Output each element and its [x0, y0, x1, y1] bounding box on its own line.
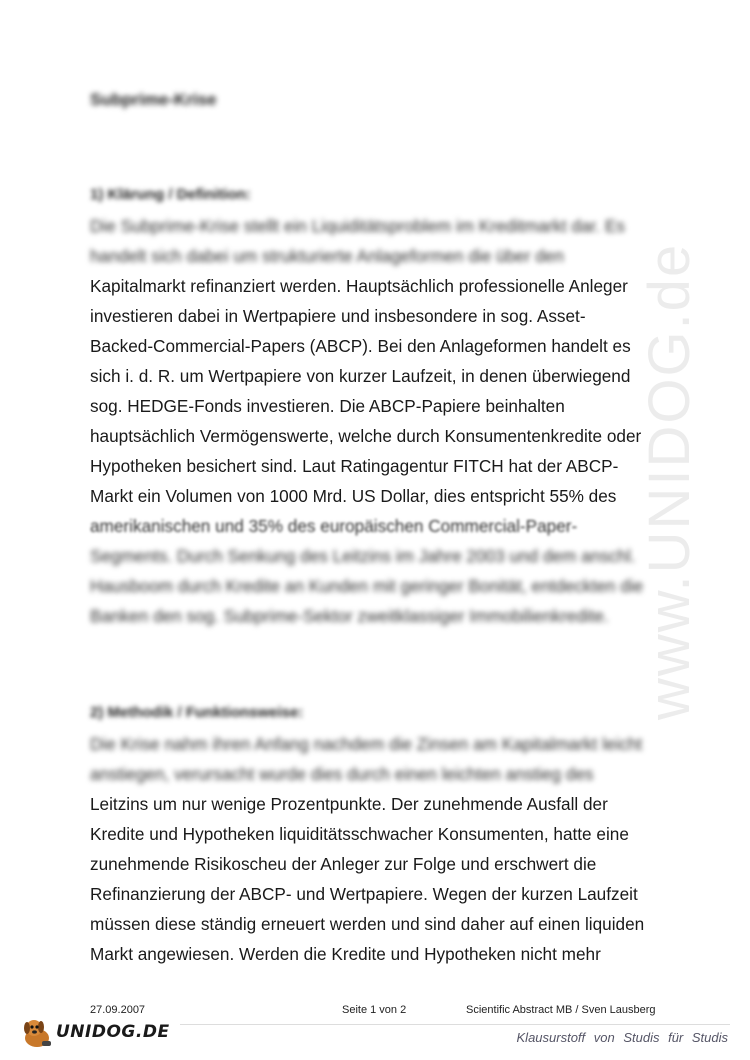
text-line: Die Krise nahm ihren Anfang nachdem die Zinsen am Kapitalmarkt leicht	[90, 734, 643, 754]
text-line: Hypotheken besichert sind. Laut Ratingagentur FITCH hat der ABCP-	[90, 456, 619, 476]
text-line: hauptsächlich Vermögenswerte, welche durch Konsumentenkredite oder	[90, 426, 642, 446]
dog-icon	[20, 1016, 56, 1050]
text-line: müssen diese ständig erneuert werden und sind daher auf einen liquiden	[90, 914, 645, 934]
footer-page: Seite 1 von 2	[342, 1004, 407, 1016]
text-line: Backed-Commercial-Papers (ABCP). Bei den Anlageformen handelt es	[90, 336, 631, 356]
text-line: investieren dabei in Wertpapiere und insbesondere in sog. Asset-	[90, 306, 586, 326]
text-line: Kredite und Hypotheken liquiditätsschwacher Konsumenten, hatte eine	[90, 824, 629, 844]
watermark-text: www.UNIDOG.de	[637, 242, 702, 720]
text-line: Banken den sog. Subprime-Sektor zweitklassiger Immobilienkredite.	[90, 606, 609, 626]
logo-text: UNIDOG.DE	[56, 1022, 170, 1042]
text-line: sog. HEDGE-Fonds investieren. Die ABCP-Papiere beinhalten	[90, 396, 565, 416]
text-line: Die Subprime-Krise stellt ein Liquiditätsproblem im Kreditmarkt dar. Es	[90, 216, 625, 236]
footer-date: 27.09.2007	[90, 1004, 146, 1016]
text-line: Kapitalmarkt refinanziert werden. Hauptsächlich professionelle Anleger	[90, 276, 628, 296]
footer-source: Scientific Abstract MB / Sven Lausberg	[466, 1004, 656, 1016]
text-line: handelt sich dabei um strukturierte Anlageformen die über den	[90, 246, 564, 266]
text-line: Leitzins um nur wenige Prozentpunkte. Der zunehmende Ausfall der	[90, 794, 608, 814]
text-line: Markt ein Volumen von 1000 Mrd. US Dollar, dies entspricht 55% des	[90, 486, 617, 506]
footer-divider	[180, 1024, 730, 1025]
text-line: anstiegen, verursacht wurde dies durch einen leichten anstieg des	[90, 764, 594, 784]
text-line: Segments. Durch Senkung des Leitzins im Jahre 2003 und dem anschl.	[90, 546, 636, 566]
text-line: sich i. d. R. um Wertpapiere von kurzer Laufzeit, in denen überwiegend	[90, 366, 631, 386]
document-title: Subprime-Krise	[90, 90, 217, 109]
text-line: zunehmende Risikoscheu der Anleger zur Folge und erschwert die	[90, 854, 597, 874]
section-heading-definition: 1) Klärung / Definition:	[90, 186, 251, 203]
text-line: Hausboom durch Kredite an Kunden mit geringer Bonität, entdeckten die	[90, 576, 644, 596]
text-line: Markt angewiesen. Werden die Kredite und Hypotheken nicht mehr	[90, 944, 601, 964]
section-heading-method: 2) Methodik / Funktionsweise:	[90, 704, 304, 721]
tagline: Klausurstoff von Studis für Studis	[516, 1030, 728, 1045]
text-line: Refinanzierung der ABCP- und Wertpapiere. Wegen der kurzen Laufzeit	[90, 884, 638, 904]
unidog-logo[interactable]	[20, 1016, 180, 1056]
text-line: amerikanischen und 35% des europäischen Commercial-Paper-	[90, 516, 578, 536]
